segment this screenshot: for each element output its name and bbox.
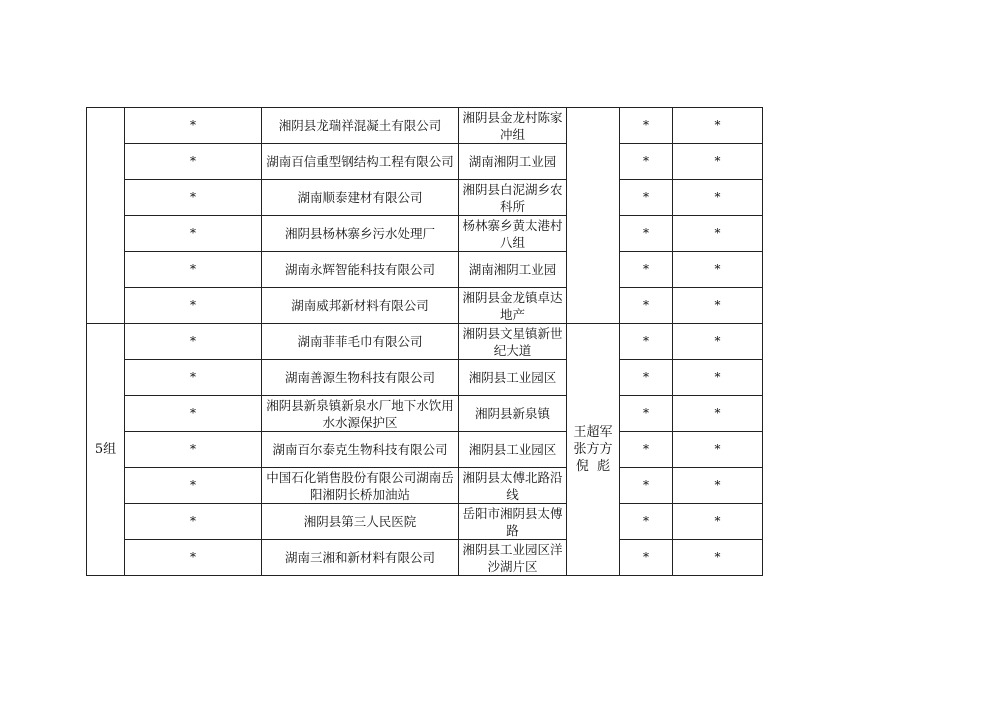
mark-cell-2: * xyxy=(673,216,763,252)
table-row xyxy=(87,360,763,396)
mark-cell-1: * xyxy=(620,504,673,540)
company-cell: 湖南百信重型钢结构工程有限公司 xyxy=(262,144,459,180)
company-cell: 湖南三湘和新材料有限公司 xyxy=(262,540,459,576)
company-cell: 湘阴县第三人民医院 xyxy=(262,504,459,540)
mark-cell-2: * xyxy=(673,324,763,360)
table-row xyxy=(87,396,763,432)
serial-cell: * xyxy=(125,324,262,360)
mark-cell-2: * xyxy=(673,468,763,504)
location-cell: 岳阳市湘阴县太傅路 xyxy=(459,504,567,540)
staff-cell xyxy=(567,108,620,324)
table-row xyxy=(87,216,763,252)
mark-cell-1: * xyxy=(620,540,673,576)
table-row xyxy=(87,540,763,576)
mark-cell-2: * xyxy=(673,252,763,288)
company-cell: 湘阴县新泉镇新泉水厂地下水饮用水水源保护区 xyxy=(262,396,459,432)
location-cell: 湘阴县白泥湖乡农科所 xyxy=(459,180,567,216)
table-row xyxy=(87,504,763,540)
mark-cell-1: * xyxy=(620,360,673,396)
company-cell: 湖南永辉智能科技有限公司 xyxy=(262,252,459,288)
group-label-cell: 5组 xyxy=(87,324,125,576)
serial-cell: * xyxy=(125,180,262,216)
company-cell: 湖南威邦新材料有限公司 xyxy=(262,288,459,324)
location-cell: 湘阴县金龙村陈家冲组 xyxy=(459,108,567,144)
table-row xyxy=(87,180,763,216)
group-label-cell xyxy=(87,108,125,324)
company-cell: 中国石化销售股份有限公司湖南岳阳湘阴长桥加油站 xyxy=(262,468,459,504)
mark-cell-2: * xyxy=(673,144,763,180)
mark-cell-1: * xyxy=(620,288,673,324)
table-row xyxy=(87,288,763,324)
company-cell: 湖南善源生物科技有限公司 xyxy=(262,360,459,396)
mark-cell-1: * xyxy=(620,252,673,288)
mark-cell-1: * xyxy=(620,108,673,144)
location-cell: 湘阴县新泉镇 xyxy=(459,396,567,432)
location-cell: 湘阴县文星镇新世纪大道 xyxy=(459,324,567,360)
serial-cell: * xyxy=(125,144,262,180)
table-row xyxy=(87,468,763,504)
serial-cell: * xyxy=(125,108,262,144)
mark-cell-2: * xyxy=(673,108,763,144)
staff-name: 倪 彪 xyxy=(575,459,611,474)
serial-cell: * xyxy=(125,540,262,576)
mark-cell-1: * xyxy=(620,432,673,468)
company-cell: 湖南顺泰建材有限公司 xyxy=(262,180,459,216)
mark-cell-1: * xyxy=(620,180,673,216)
location-cell: 湘阴县金龙镇卓达地产 xyxy=(459,288,567,324)
mark-cell-2: * xyxy=(673,504,763,540)
staff-name: 张方方 xyxy=(573,442,613,457)
table-row xyxy=(87,108,763,144)
inspection-table xyxy=(86,107,763,576)
table-row xyxy=(87,144,763,180)
mark-cell-2: * xyxy=(673,540,763,576)
company-cell: 湖南百尔泰克生物科技有限公司 xyxy=(262,432,459,468)
mark-cell-2: * xyxy=(673,288,763,324)
table-body xyxy=(87,108,763,576)
company-cell: 湖南菲菲毛巾有限公司 xyxy=(262,324,459,360)
mark-cell-2: * xyxy=(673,360,763,396)
serial-cell: * xyxy=(125,360,262,396)
table-row xyxy=(87,252,763,288)
serial-cell: * xyxy=(125,432,262,468)
company-cell: 湘阴县龙瑞祥混凝土有限公司 xyxy=(262,108,459,144)
location-cell: 湘阴县工业园区洋沙湖片区 xyxy=(459,540,567,576)
location-cell: 杨林寨乡黄太港村八组 xyxy=(459,216,567,252)
mark-cell-2: * xyxy=(673,180,763,216)
serial-cell: * xyxy=(125,216,262,252)
serial-cell: * xyxy=(125,252,262,288)
location-cell: 湘阴县工业园区 xyxy=(459,360,567,396)
serial-cell: * xyxy=(125,468,262,504)
location-cell: 湖南湘阴工业园 xyxy=(459,252,567,288)
mark-cell-2: * xyxy=(673,396,763,432)
mark-cell-1: * xyxy=(620,468,673,504)
mark-cell-1: * xyxy=(620,216,673,252)
location-cell: 湖南湘阴工业园 xyxy=(459,144,567,180)
serial-cell: * xyxy=(125,396,262,432)
location-cell: 湘阴县太傅北路沿线 xyxy=(459,468,567,504)
mark-cell-2: * xyxy=(673,432,763,468)
table-row xyxy=(87,432,763,468)
staff-cell xyxy=(567,324,620,576)
mark-cell-1: * xyxy=(620,144,673,180)
table-row xyxy=(87,324,763,360)
location-cell: 湘阴县工业园区 xyxy=(459,432,567,468)
serial-cell: * xyxy=(125,504,262,540)
serial-cell: * xyxy=(125,288,262,324)
mark-cell-1: * xyxy=(620,396,673,432)
company-cell: 湘阴县杨林寨乡污水处理厂 xyxy=(262,216,459,252)
mark-cell-1: * xyxy=(620,324,673,360)
staff-name: 王超军 xyxy=(573,425,613,440)
